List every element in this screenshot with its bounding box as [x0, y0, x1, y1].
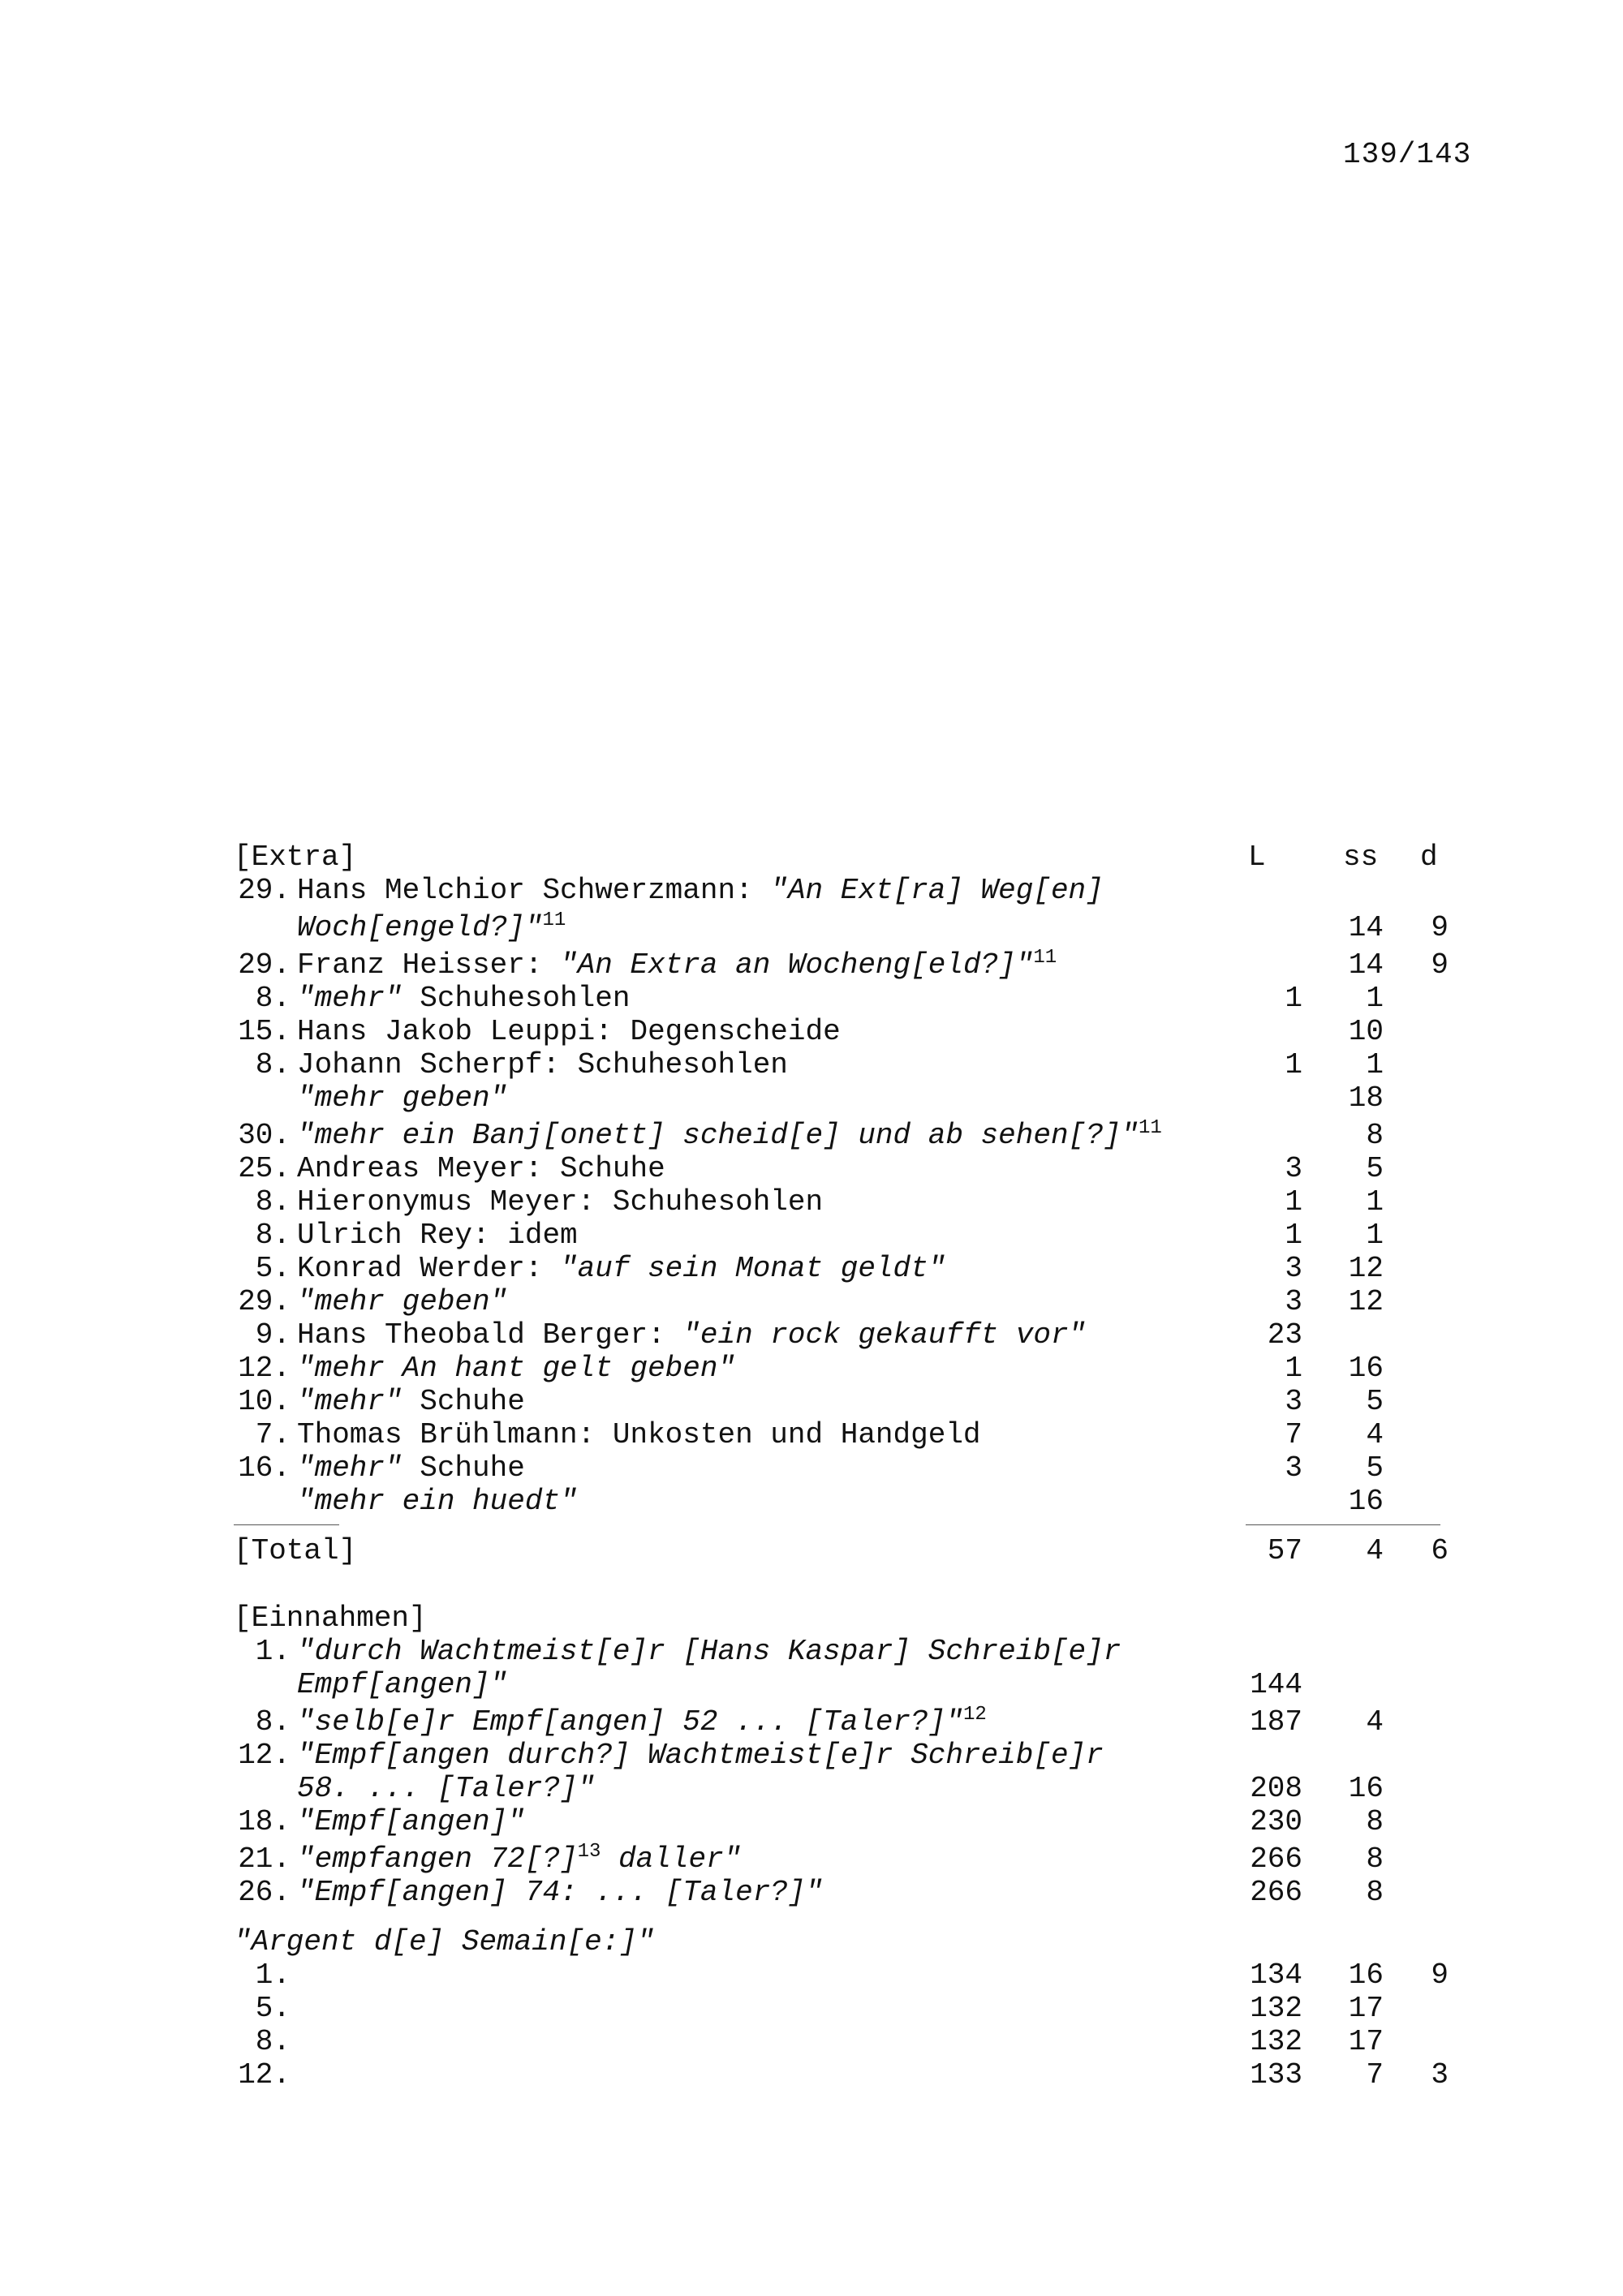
total-row — [0, 1534, 1623, 1567]
extra-entries — [0, 874, 1623, 1518]
einnahmen-row — [0, 1838, 1623, 1876]
extra-row — [0, 1048, 1623, 1081]
extra-row — [0, 982, 1623, 1015]
total-label: [Total] — [234, 1534, 357, 1567]
argent-heading: "Argent d[e] Semain[e:]" — [234, 1925, 655, 1958]
extra-row — [0, 1115, 1623, 1152]
entry-text — [297, 1772, 595, 1805]
entry-text — [297, 1838, 741, 1881]
argent-row — [0, 2025, 1623, 2058]
quoted-text: "mehr" — [297, 1451, 403, 1485]
quoted-text: "mehr" — [297, 1385, 403, 1418]
footnote-mark: 13 — [577, 1841, 601, 1863]
amount-ss: 8 — [1366, 1876, 1384, 1909]
entry-day: 1. — [255, 1635, 291, 1668]
column-header-l: L — [1248, 841, 1266, 874]
entry-text — [297, 1252, 945, 1285]
plain-text: Hieronymus Meyer: Schuhesohlen — [297, 1185, 824, 1219]
extra-row — [0, 1418, 1623, 1451]
quoted-text: "auf sein Monat geldt" — [560, 1252, 946, 1285]
footnote-mark: 11 — [1033, 947, 1057, 969]
quoted-text: "mehr geben" — [297, 1081, 508, 1115]
amount-l: 1 — [1285, 1185, 1302, 1219]
quoted-text: Woch[engeld?]" — [297, 911, 543, 944]
amount-l: 266 — [1250, 1842, 1302, 1876]
plain-text: Johann Scherpf: Schuhesohlen — [297, 1048, 788, 1081]
amount-ss: 4 — [1366, 1705, 1384, 1739]
entry-day: 1. — [255, 1958, 291, 1992]
quoted-text: "empfangen 72[?] — [297, 1842, 578, 1876]
quoted-text: "mehr An hant gelt geben" — [297, 1352, 736, 1385]
plain-text: Schuhesohlen — [402, 982, 631, 1015]
einnahmen-heading: [Einnahmen] — [234, 1602, 427, 1635]
extra-row — [0, 1252, 1623, 1285]
extra-row — [0, 1451, 1623, 1485]
entry-text — [297, 1048, 788, 1081]
entry-day: 8. — [255, 1185, 291, 1219]
amount-l: 187 — [1250, 1705, 1302, 1739]
entry-day: 16. — [238, 1451, 291, 1485]
plain-text: Hans Melchior Schwerzmann: — [297, 874, 771, 907]
amount-l: 23 — [1267, 1318, 1302, 1352]
extra-row — [0, 907, 1623, 944]
footnote-mark: 11 — [1138, 1117, 1162, 1139]
argent-entries — [0, 1958, 1623, 2092]
amount-l: 144 — [1250, 1668, 1302, 1701]
quoted-text: daller" — [601, 1842, 742, 1876]
amount-ss: 16 — [1348, 1772, 1384, 1805]
einnahmen-row — [0, 1739, 1623, 1772]
amount-ss: 5 — [1366, 1451, 1384, 1485]
amount-d: 3 — [1431, 2058, 1449, 2092]
entry-day: 26. — [238, 1876, 291, 1909]
quoted-text: "mehr" — [297, 982, 403, 1015]
entry-day: 8. — [255, 982, 291, 1015]
amount-ss: 1 — [1366, 982, 1384, 1015]
entry-text — [297, 1701, 987, 1743]
argent-row — [0, 1958, 1623, 1992]
einnahmen-row — [0, 1876, 1623, 1909]
einnahmen-row — [0, 1772, 1623, 1805]
entry-day: 8. — [255, 1048, 291, 1081]
einnahmen-row — [0, 1805, 1623, 1838]
entry-day: 8. — [255, 2025, 291, 2058]
einnahmen-row — [0, 1668, 1623, 1701]
amount-ss: 8 — [1366, 1805, 1384, 1838]
amount-ss: 1 — [1366, 1185, 1384, 1219]
entry-day: 10. — [238, 1385, 291, 1418]
amount-l: 1 — [1285, 1219, 1302, 1252]
amount-ss: 12 — [1348, 1252, 1384, 1285]
plain-text: Hans Jakob Leuppi: Degenscheide — [297, 1015, 841, 1048]
entry-day: 29. — [238, 948, 291, 982]
entry-day: 21. — [238, 1842, 291, 1876]
quoted-text: "selb[e]r Empf[angen] 52 ... [Taler?]" — [297, 1705, 963, 1739]
amount-ss: 5 — [1366, 1152, 1384, 1185]
plain-text: Andreas Meyer: Schuhe — [297, 1152, 665, 1185]
footnote-mark: 12 — [962, 1704, 987, 1726]
page-number: 139/143 — [1343, 138, 1472, 171]
entry-day: 8. — [255, 1219, 291, 1252]
plain-text: Hans Theobald Berger: — [297, 1318, 683, 1352]
quoted-text: "durch Wachtmeist[e]r [Hans Kaspar] Schreib[e]r — [297, 1635, 1121, 1668]
extra-row — [0, 1081, 1623, 1115]
amount-l: 1 — [1285, 982, 1302, 1015]
amount-ss: 12 — [1348, 1285, 1384, 1318]
amount-ss: 4 — [1366, 1418, 1384, 1451]
amount-l: 7 — [1285, 1418, 1302, 1451]
amount-ss: 17 — [1348, 2025, 1384, 2058]
amount-ss: 16 — [1348, 1958, 1384, 1992]
entry-day: 7. — [255, 1418, 291, 1451]
extra-row — [0, 1219, 1623, 1252]
column-header-ss: ss — [1343, 841, 1379, 874]
extra-row — [0, 1385, 1623, 1418]
amount-ss: 1 — [1366, 1048, 1384, 1081]
entry-text — [297, 944, 1057, 987]
amount-l: 132 — [1250, 1992, 1302, 2025]
amount-l: 266 — [1250, 1876, 1302, 1909]
entry-day: 5. — [255, 1252, 291, 1285]
plain-text: Franz Heisser: — [297, 948, 561, 982]
extra-heading: [Extra] — [234, 841, 357, 874]
extra-row — [0, 1152, 1623, 1185]
total-d: 6 — [1431, 1534, 1449, 1567]
total-l: 57 — [1267, 1534, 1302, 1567]
extra-row — [0, 944, 1623, 982]
amount-d: 9 — [1431, 911, 1449, 944]
plain-text: Ulrich Rey: idem — [297, 1219, 578, 1252]
amount-l: 208 — [1250, 1772, 1302, 1805]
entry-day: 29. — [238, 874, 291, 907]
extra-row — [0, 1485, 1623, 1518]
entry-text — [297, 1668, 507, 1701]
entry-text — [297, 1451, 525, 1485]
einnahmen-row — [0, 1701, 1623, 1739]
entry-day: 9. — [255, 1318, 291, 1352]
quoted-text: "Empf[angen]" — [297, 1805, 525, 1838]
extra-row — [0, 1352, 1623, 1385]
quoted-text: "An Ext[ra] Weg[en] — [770, 874, 1104, 907]
amount-l: 3 — [1285, 1451, 1302, 1485]
amount-ss: 17 — [1348, 1992, 1384, 2025]
einnahmen-entries — [0, 1635, 1623, 1909]
entry-text — [297, 1318, 1086, 1352]
quoted-text: "Empf[angen durch?] Wachtmeist[e]r Schreib[e]r — [297, 1739, 1104, 1772]
entry-text — [297, 1876, 823, 1909]
amount-ss: 14 — [1348, 911, 1384, 944]
quoted-text: "mehr ein huedt" — [297, 1485, 578, 1518]
entry-text — [297, 1285, 507, 1318]
entry-day: 12. — [238, 1739, 291, 1772]
entry-text — [297, 1219, 578, 1252]
total-ss: 4 — [1366, 1534, 1384, 1567]
plain-text: Schuhe — [402, 1385, 525, 1418]
amount-l: 3 — [1285, 1152, 1302, 1185]
amount-ss: 5 — [1366, 1385, 1384, 1418]
extra-row — [0, 1285, 1623, 1318]
extra-heading-row — [0, 841, 1623, 874]
amount-l: 1 — [1285, 1352, 1302, 1385]
entry-text — [297, 1635, 1121, 1668]
entry-day: 30. — [238, 1119, 291, 1152]
entry-text — [297, 1805, 525, 1838]
quoted-text: "mehr geben" — [297, 1285, 508, 1318]
entry-text — [297, 1015, 841, 1048]
amount-d: 9 — [1431, 948, 1449, 982]
entry-day: 5. — [255, 1992, 291, 2025]
amount-l: 133 — [1250, 2058, 1302, 2092]
amount-ss: 14 — [1348, 948, 1384, 982]
entry-day: 29. — [238, 1285, 291, 1318]
argent-row — [0, 1992, 1623, 2025]
entry-text — [297, 982, 630, 1015]
entry-text — [297, 874, 1104, 907]
amount-l: 3 — [1285, 1252, 1302, 1285]
quoted-text: "An Extra an Wocheng[eld?]" — [560, 948, 1034, 982]
extra-row — [0, 1318, 1623, 1352]
amount-ss: 16 — [1348, 1352, 1384, 1385]
amount-l: 132 — [1250, 2025, 1302, 2058]
entry-text — [297, 1185, 823, 1219]
plain-text: Thomas Brühlmann: Unkosten und Handgeld — [297, 1418, 981, 1451]
amount-ss: 18 — [1348, 1081, 1384, 1115]
entry-text — [297, 1385, 525, 1418]
quoted-text: "ein rock gekaufft vor" — [682, 1318, 1087, 1352]
argent-row — [0, 2058, 1623, 2092]
column-header-d: d — [1420, 841, 1438, 874]
footnote-mark: 11 — [542, 909, 566, 931]
entry-day: 12. — [238, 2058, 291, 2092]
extra-row — [0, 1015, 1623, 1048]
amount-ss: 10 — [1348, 1015, 1384, 1048]
entry-day: 25. — [238, 1152, 291, 1185]
quoted-text: "mehr ein Banj[onett] scheid[e] und ab sehen[?]" — [297, 1119, 1139, 1152]
ledger-sheet — [0, 841, 1623, 2092]
quoted-text: "Empf[angen] 74: ... [Taler?]" — [297, 1876, 824, 1909]
entry-day: 12. — [238, 1352, 291, 1385]
extra-row — [0, 874, 1623, 907]
amount-ss: 8 — [1366, 1842, 1384, 1876]
amount-d: 9 — [1431, 1958, 1449, 1992]
quoted-text: Empf[angen]" — [297, 1668, 508, 1701]
einnahmen-row — [0, 1635, 1623, 1668]
amount-l: 1 — [1285, 1048, 1302, 1081]
amount-ss: 1 — [1366, 1219, 1384, 1252]
plain-text: Schuhe — [402, 1451, 525, 1485]
entry-text — [297, 1485, 578, 1518]
amount-l: 3 — [1285, 1385, 1302, 1418]
entry-text — [297, 1115, 1162, 1157]
entry-text — [297, 1739, 1104, 1772]
amount-l: 3 — [1285, 1285, 1302, 1318]
amount-ss: 7 — [1366, 2058, 1384, 2092]
entry-day: 18. — [238, 1805, 291, 1838]
entry-text — [297, 1418, 981, 1451]
plain-text: Konrad Werder: — [297, 1252, 561, 1285]
entry-text — [297, 1152, 665, 1185]
entry-text — [297, 907, 566, 949]
einnahmen-heading-row — [0, 1602, 1623, 1635]
entry-text — [297, 1352, 735, 1385]
entry-day: 8. — [255, 1705, 291, 1739]
amount-ss: 16 — [1348, 1485, 1384, 1518]
amount-l: 230 — [1250, 1805, 1302, 1838]
amount-ss: 8 — [1366, 1119, 1384, 1152]
amount-l: 134 — [1250, 1958, 1302, 1992]
argent-heading-row — [0, 1925, 1623, 1958]
entry-text — [297, 1081, 507, 1115]
quoted-text: 58. ... [Taler?]" — [297, 1772, 596, 1805]
extra-row — [0, 1185, 1623, 1219]
entry-day: 15. — [238, 1015, 291, 1048]
